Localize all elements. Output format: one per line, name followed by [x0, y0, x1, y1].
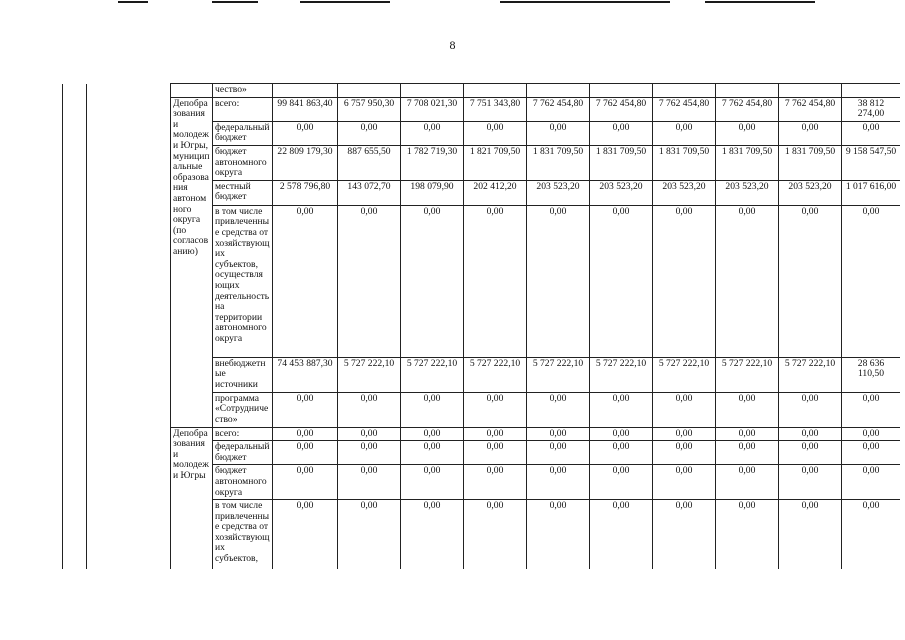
table-row: [63, 427, 901, 441]
amount-cell: 7 762 454,80: [779, 97, 842, 121]
amount-cell: 0,00: [527, 392, 590, 427]
scan-edge-marks: [0, 0, 905, 6]
amount-cell: 5 727 222,10: [779, 357, 842, 392]
amount-cell: 0,00: [590, 427, 653, 441]
amount-cell: 1 831 709,50: [779, 145, 842, 180]
amount-cell: 7 751 343,80: [464, 97, 527, 121]
amount-cell: 0,00: [527, 427, 590, 441]
amount-cell: 0,00: [779, 500, 842, 569]
amount-cell: 0,00: [401, 465, 464, 500]
amount-cell: 38 812 274,00: [842, 97, 901, 121]
amount-cell: 0,00: [273, 465, 338, 500]
amount-cell: 0,00: [842, 465, 901, 500]
amount-cell: 0,00: [338, 465, 401, 500]
amount-cell: 0,00: [338, 392, 401, 427]
amount-cell: 0,00: [273, 205, 338, 357]
amount-cell: 0,00: [653, 500, 716, 569]
amount-cell: 0,00: [401, 441, 464, 465]
funding-source-label: в том числе привлеченные средства от хозяйствующих субъектов,: [213, 500, 273, 569]
amount-cell: 202 412,20: [464, 180, 527, 205]
amount-cell: 0,00: [842, 392, 901, 427]
amount-cell: 7 762 454,80: [590, 97, 653, 121]
amount-cell: 0,00: [273, 441, 338, 465]
page-number: 8: [449, 38, 456, 52]
amount-cell: 1 821 709,50: [464, 145, 527, 180]
amount-cell: 5 727 222,10: [716, 357, 779, 392]
funding-source-label: всего:: [213, 427, 273, 441]
amount-cell: 0,00: [779, 205, 842, 357]
amount-cell: 0,00: [273, 392, 338, 427]
table-row: [63, 97, 901, 121]
amount-cell: 0,00: [779, 121, 842, 145]
funding-source-label: местный бюджет: [213, 180, 273, 205]
amount-cell: 0,00: [653, 465, 716, 500]
amount-cell: 0,00: [653, 427, 716, 441]
amount-cell: 0,00: [842, 500, 901, 569]
amount-cell: 7 708 021,30: [401, 97, 464, 121]
amount-cell: 198 079,90: [401, 180, 464, 205]
responsible-org: Депобразования и молодежи Югры, муниципальные образования автономного округа (по согласованию): [171, 97, 213, 427]
amount-cell: 0,00: [338, 205, 401, 357]
amount-cell: 1 831 709,50: [653, 145, 716, 180]
amount-cell: 0,00: [464, 500, 527, 569]
funding-source-label: внебюджетные источники: [213, 357, 273, 392]
funding-source-label: программа «Сотрудничество»: [213, 392, 273, 427]
amount-cell: 0,00: [464, 441, 527, 465]
amount-cell: 0,00: [590, 500, 653, 569]
amount-cell: 0,00: [779, 465, 842, 500]
amount-cell: 0,00: [273, 427, 338, 441]
amount-cell: 0,00: [527, 121, 590, 145]
amount-cell: 5 727 222,10: [590, 357, 653, 392]
amount-cell: 0,00: [401, 392, 464, 427]
amount-cell: 0,00: [590, 392, 653, 427]
amount-cell: 99 841 863,40: [273, 97, 338, 121]
amount-cell: 0,00: [716, 392, 779, 427]
funding-source-label: бюджет автономного округа: [213, 465, 273, 500]
amount-cell: 0,00: [338, 500, 401, 569]
amount-cell: 7 762 454,80: [527, 97, 590, 121]
amount-cell: 0,00: [401, 427, 464, 441]
budget-table-wrapper: [62, 83, 900, 569]
amount-cell: 0,00: [716, 427, 779, 441]
amount-cell: 0,00: [653, 441, 716, 465]
amount-cell: 9 158 547,50: [842, 145, 901, 180]
amount-cell: 0,00: [464, 205, 527, 357]
amount-cell: 1 831 709,50: [590, 145, 653, 180]
amount-cell: 0,00: [527, 465, 590, 500]
amount-cell: 0,00: [590, 441, 653, 465]
amount-cell: 5 727 222,10: [464, 357, 527, 392]
amount-cell: 0,00: [273, 500, 338, 569]
amount-cell: 7 762 454,80: [716, 97, 779, 121]
amount-cell: 1 017 616,00: [842, 180, 901, 205]
amount-cell: 0,00: [653, 205, 716, 357]
amount-cell: 1 782 719,30: [401, 145, 464, 180]
amount-cell: 0,00: [273, 121, 338, 145]
amount-cell: 0,00: [590, 465, 653, 500]
continuation-row: [63, 84, 901, 98]
amount-cell: 0,00: [716, 121, 779, 145]
amount-cell: 0,00: [527, 205, 590, 357]
amount-cell: 203 523,20: [590, 180, 653, 205]
amount-cell: 1 831 709,50: [527, 145, 590, 180]
amount-cell: 28 636 110,50: [842, 357, 901, 392]
amount-cell: 0,00: [338, 121, 401, 145]
amount-cell: 0,00: [653, 121, 716, 145]
amount-cell: 0,00: [716, 500, 779, 569]
amount-cell: 0,00: [527, 441, 590, 465]
amount-cell: 6 757 950,30: [338, 97, 401, 121]
amount-cell: 143 072,70: [338, 180, 401, 205]
continuation-label: чество»: [213, 84, 273, 98]
amount-cell: 1 831 709,50: [716, 145, 779, 180]
amount-cell: 0,00: [338, 427, 401, 441]
amount-cell: 0,00: [401, 205, 464, 357]
funding-source-label: всего:: [213, 97, 273, 121]
amount-cell: 0,00: [590, 121, 653, 145]
funding-source-label: бюджет автономного округа: [213, 145, 273, 180]
amount-cell: 0,00: [716, 465, 779, 500]
amount-cell: 0,00: [401, 121, 464, 145]
amount-cell: 2 578 796,80: [273, 180, 338, 205]
amount-cell: 0,00: [464, 121, 527, 145]
amount-cell: 5 727 222,10: [527, 357, 590, 392]
amount-cell: 0,00: [716, 441, 779, 465]
amount-cell: 203 523,20: [779, 180, 842, 205]
amount-cell: 0,00: [653, 392, 716, 427]
amount-cell: 203 523,20: [716, 180, 779, 205]
amount-cell: 5 727 222,10: [653, 357, 716, 392]
funding-source-label: федеральный бюджет: [213, 121, 273, 145]
amount-cell: 0,00: [464, 427, 527, 441]
amount-cell: 203 523,20: [527, 180, 590, 205]
amount-cell: 0,00: [464, 392, 527, 427]
amount-cell: 0,00: [842, 427, 901, 441]
amount-cell: 0,00: [527, 500, 590, 569]
amount-cell: 0,00: [464, 465, 527, 500]
amount-cell: 0,00: [338, 441, 401, 465]
funding-source-label: в том числе привлеченные средства от хозяйствующих субъектов, осуществляющих деятельность на территории автономного округа: [213, 205, 273, 357]
amount-cell: 0,00: [716, 205, 779, 357]
amount-cell: 5 727 222,10: [338, 357, 401, 392]
funding-source-label: федеральный бюджет: [213, 441, 273, 465]
budget-table: [62, 83, 900, 569]
amount-cell: 22 809 179,30: [273, 145, 338, 180]
amount-cell: 887 655,50: [338, 145, 401, 180]
amount-cell: 0,00: [590, 205, 653, 357]
amount-cell: 0,00: [842, 205, 901, 357]
amount-cell: 5 727 222,10: [401, 357, 464, 392]
amount-cell: 0,00: [842, 121, 901, 145]
responsible-org: Депобразования и молодежи Югры: [171, 427, 213, 569]
amount-cell: 74 453 887,30: [273, 357, 338, 392]
amount-cell: 0,00: [779, 392, 842, 427]
amount-cell: 0,00: [779, 427, 842, 441]
amount-cell: 0,00: [842, 441, 901, 465]
amount-cell: 7 762 454,80: [653, 97, 716, 121]
amount-cell: 203 523,20: [653, 180, 716, 205]
amount-cell: 0,00: [401, 500, 464, 569]
amount-cell: 0,00: [779, 441, 842, 465]
